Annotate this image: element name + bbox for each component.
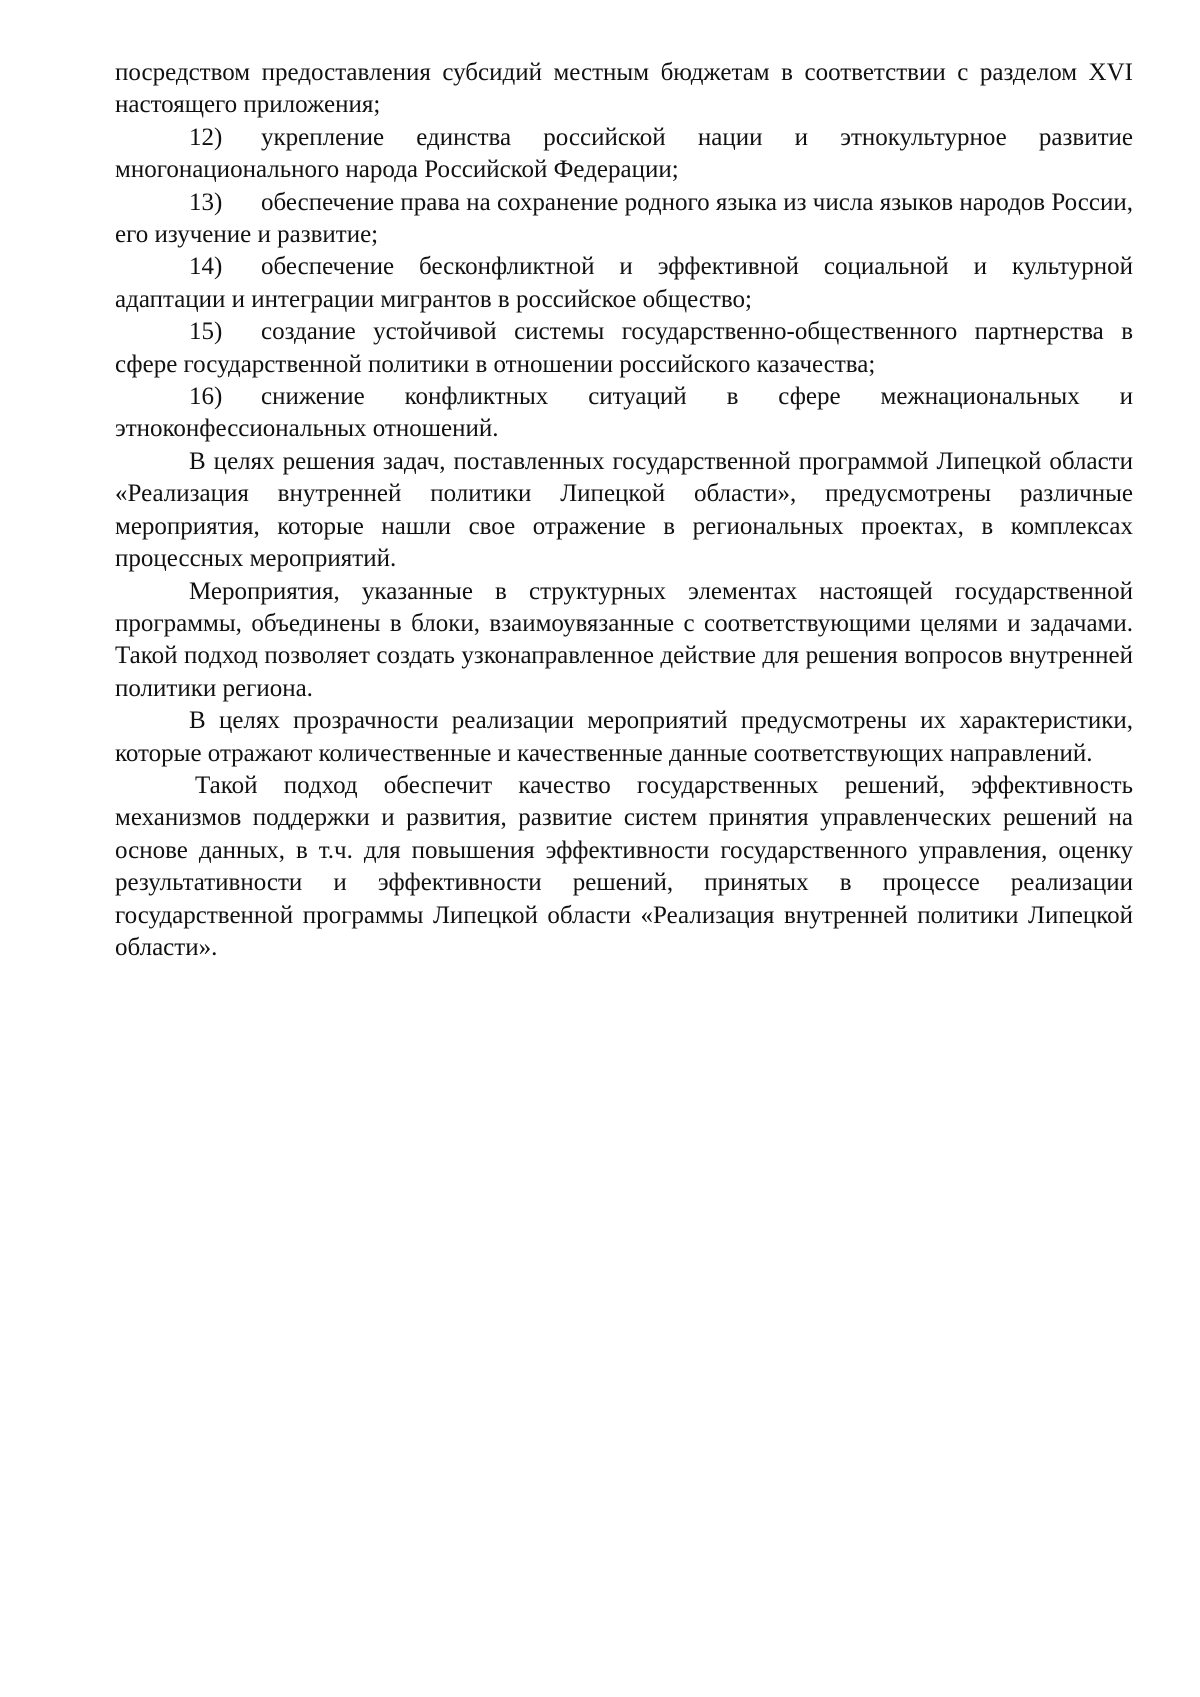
list-item-12 (115, 122, 1133, 187)
paragraph-tasks (115, 446, 1133, 576)
paragraph-text: В целях прозрачности реализации мероприятий предусмотрены их характеристики, которые отражают количественные и качественные данные соответствующих направлений. (115, 707, 1133, 767)
paragraph-text: Такой подход обеспечит качество государственных решений, эффективность механизмов поддержки и развития, развитие систем принятия управленческих решений на основе данных, в т.ч. для повышения эффективности государственного управления, оценку результативности и эффективности решений, принятых в процессе реализации государственной программы Липецкой области «Реализация внутренней политики Липецкой области». (115, 771, 1133, 961)
list-item-14 (115, 251, 1133, 316)
list-item-15 (115, 316, 1133, 381)
list-item-number: 14) (189, 253, 223, 281)
list-item-text: обеспечение права на сохранение родного языка из числа языков народов России, его изучение и развитие; (115, 188, 1133, 249)
document-body (115, 57, 1133, 964)
paragraph-transparency (115, 705, 1133, 770)
list-item-number: 16) (189, 383, 223, 411)
paragraph-measures (115, 576, 1133, 706)
paragraph-text: В целях решения задач, поставленных государственной программой Липецкой области «Реализация внутренней политики Липецкой области», предусмотрены различные мероприятия, которые нашли свое отражение в региональных проектах, в комплексах процессных мероприятий. (115, 447, 1133, 573)
list-item-16 (115, 381, 1133, 446)
list-item-13 (115, 187, 1133, 252)
list-item-number: 12) (189, 123, 223, 151)
paragraph-continuation (115, 57, 1133, 122)
paragraph-text: посредством предоставления субсидий местным бюджетам в соответствии с разделом XVI настоящего приложения; (115, 59, 1133, 119)
list-item-text: укрепление единства российской нации и этнокультурное развитие многонационального народа Российской Федерации; (115, 123, 1133, 184)
list-item-text: обеспечение бесконфликтной и эффективной социальной и культурной адаптации и интеграции мигрантов в российское общество; (115, 253, 1133, 313)
list-item-number: 13) (189, 188, 223, 216)
list-item-text: снижение конфликтных ситуаций в сфере межнациональных и этноконфессиональных отношений. (115, 383, 1133, 443)
paragraph-approach (115, 770, 1133, 964)
paragraph-text: Мероприятия, указанные в структурных элементах настоящей государственной программы, объединены в блоки, взаимоувязанные с соответствующими целями и задачами. Такой подход позволяет создать узконаправленное действие для решения вопросов внутренней политики региона. (115, 577, 1133, 702)
list-item-text: создание устойчивой системы государственно-общественного партнерства в сфере государственной политики в отношении российского казачества; (115, 318, 1133, 378)
list-item-number: 15) (189, 318, 223, 346)
